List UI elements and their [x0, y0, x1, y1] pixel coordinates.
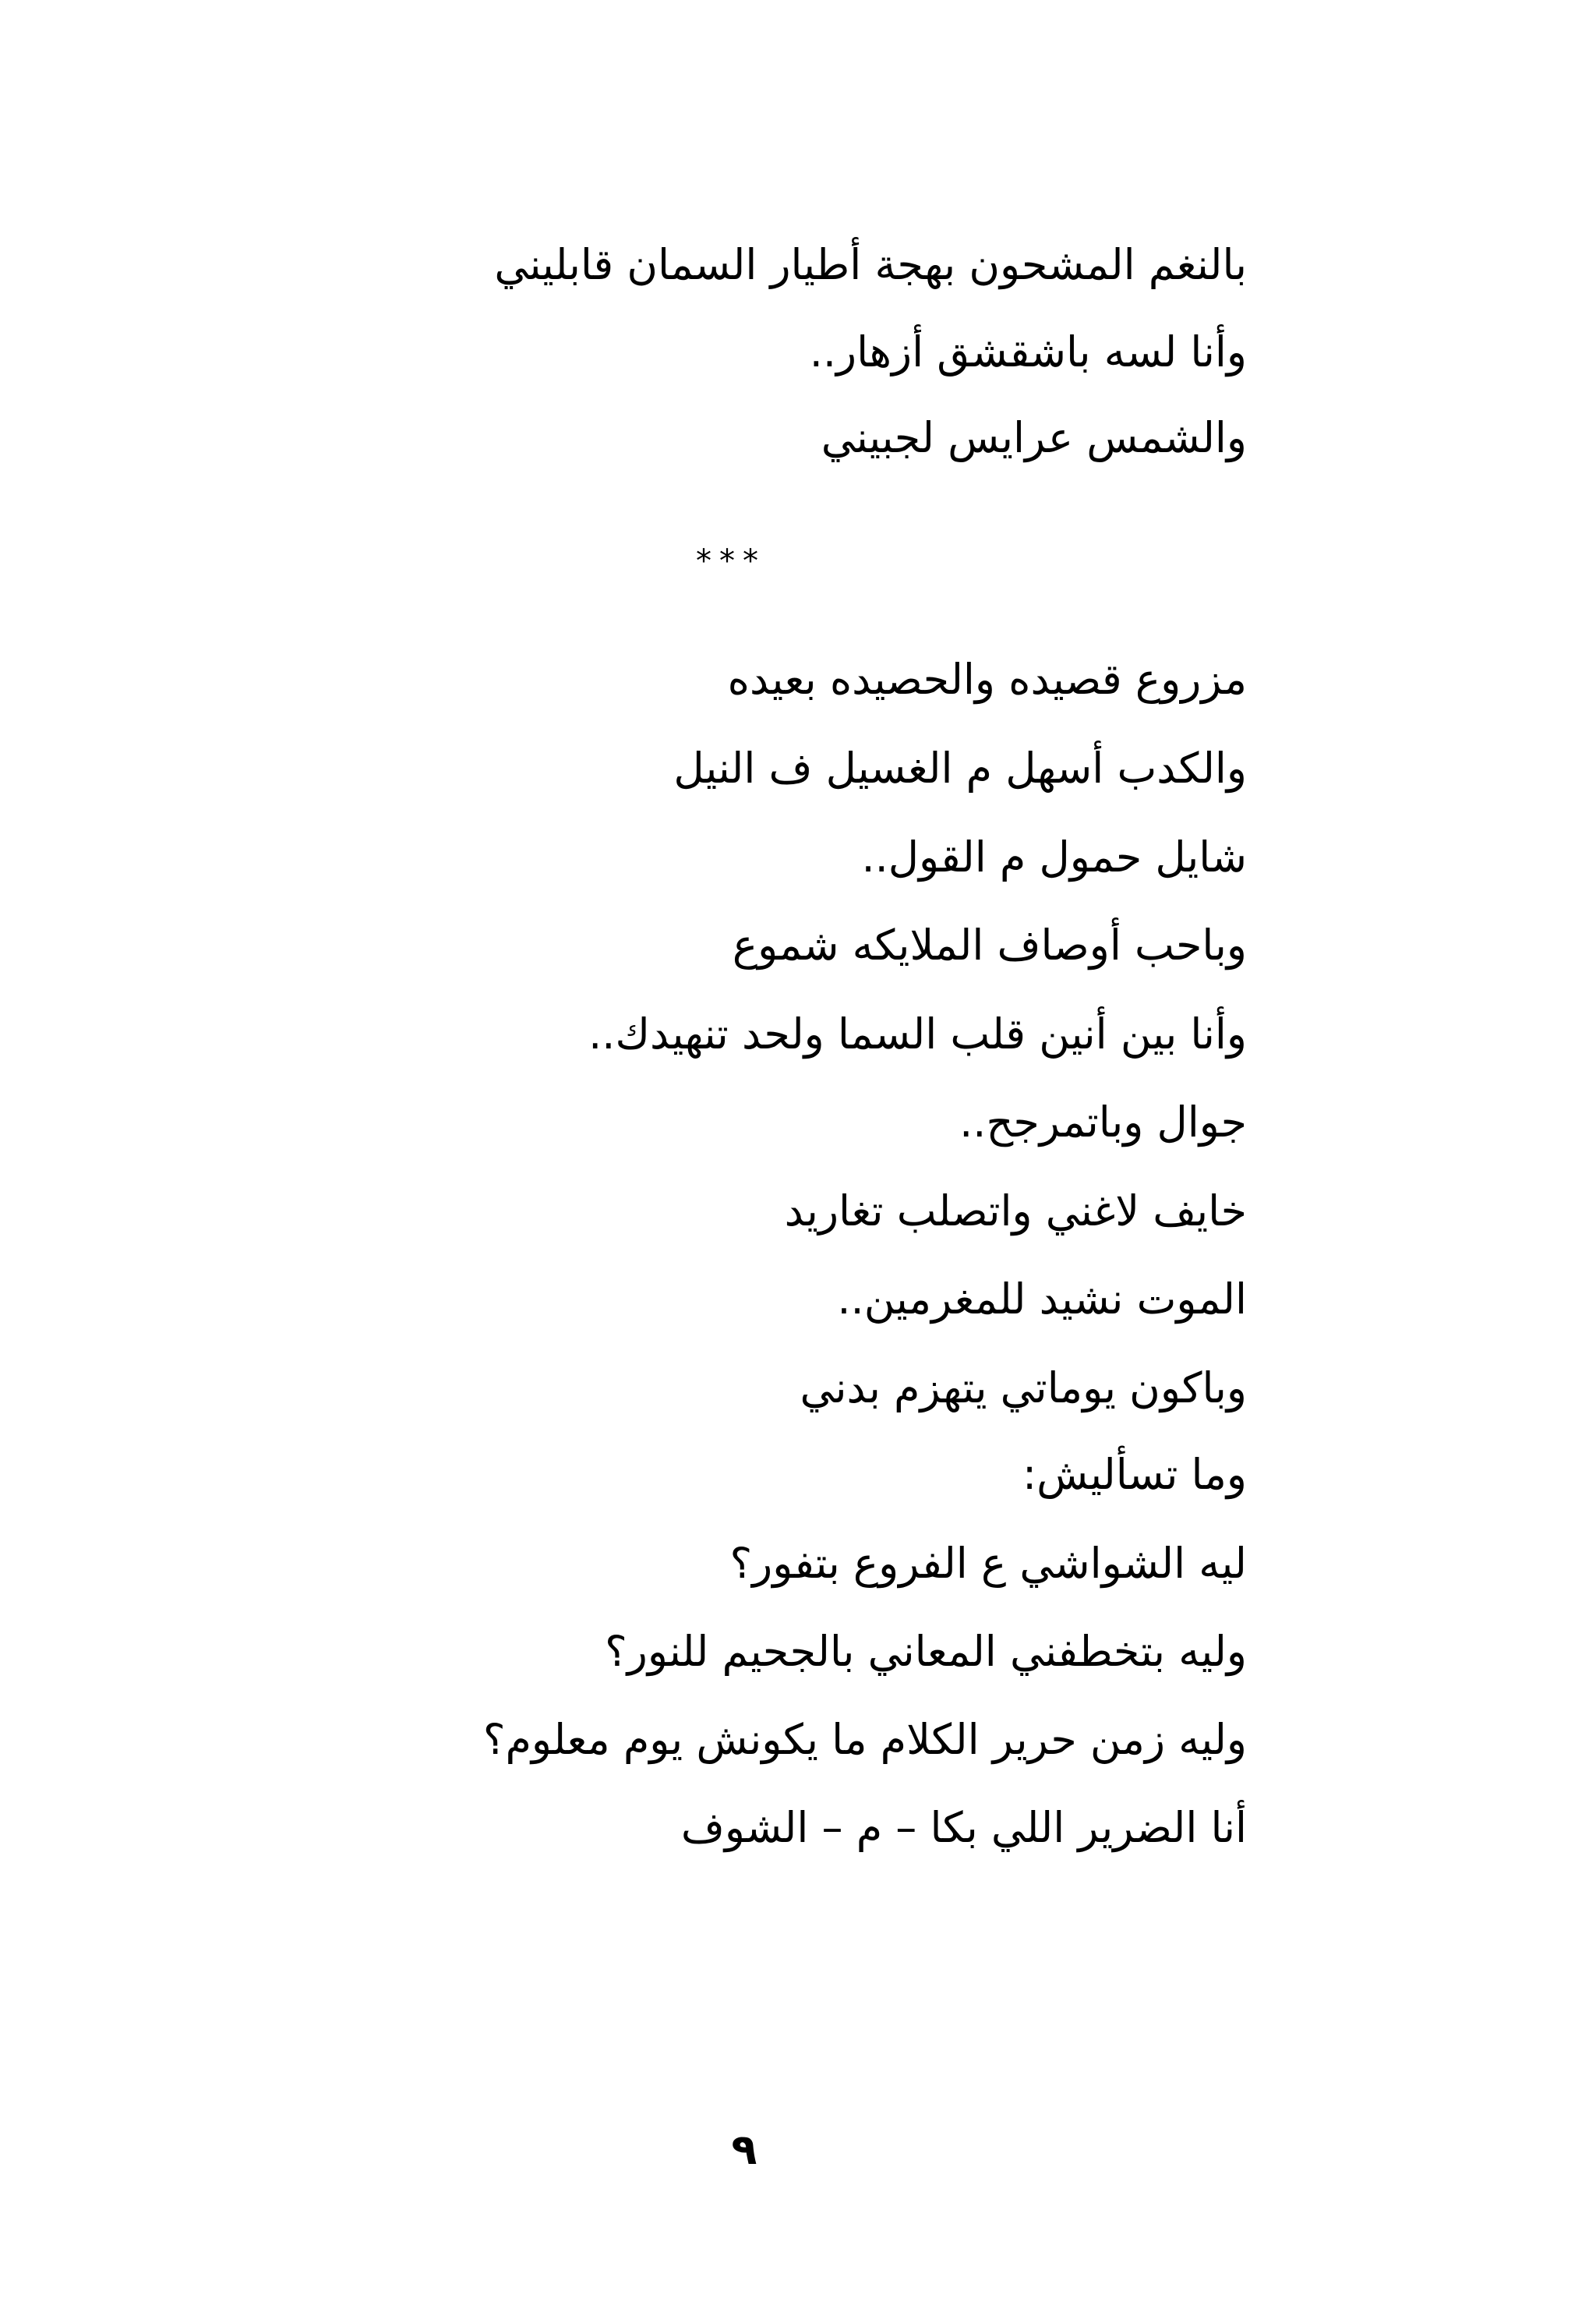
poem-line: بالنغم المشحون بهجة أطيار السمان قابليني — [494, 240, 1247, 289]
poem-line: وليه زمن حرير الكلام ما يكونش يوم معلوم؟ — [482, 1715, 1247, 1764]
poem-line: أنا الضرير اللي بكا – م – الشوف — [680, 1803, 1247, 1852]
poem-line: وأنا لسه باشقشق أزهار.. — [809, 327, 1247, 377]
poem-line: وليه بتخطفني المعاني بالجحيم للنور؟ — [605, 1627, 1247, 1676]
poem-line: والكدب أسهل م الغسيل ف النيل — [673, 744, 1247, 793]
poem-line: ليه الشواشي ع الفروع بتفور؟ — [729, 1539, 1247, 1588]
poem-line: خايف لاغني واتصلب تغاريد — [784, 1186, 1247, 1236]
poem-line: وباحب أوصاف الملايكه شموع — [732, 921, 1247, 970]
poem-line: والشمس عرايس لجبيني — [821, 413, 1247, 462]
poem-line: وباكون يوماتي يتهزم بدني — [800, 1363, 1247, 1412]
poem-line: وما تسأليش: — [1022, 1450, 1247, 1499]
poem-line: الموت نشيد للمغرمين.. — [837, 1274, 1247, 1324]
page-number: ٩ — [731, 2125, 757, 2174]
poem-line: شايل حمول م القول.. — [861, 833, 1247, 882]
section-separator: *** — [696, 543, 766, 579]
poem-line: جوال وباتمرجح.. — [959, 1098, 1247, 1147]
poem-line: مزروع قصيده والحصيده بعيده — [727, 655, 1247, 704]
poem-line: وأنا بين أنين قلب السما ولحد تنهيدك.. — [588, 1009, 1247, 1059]
